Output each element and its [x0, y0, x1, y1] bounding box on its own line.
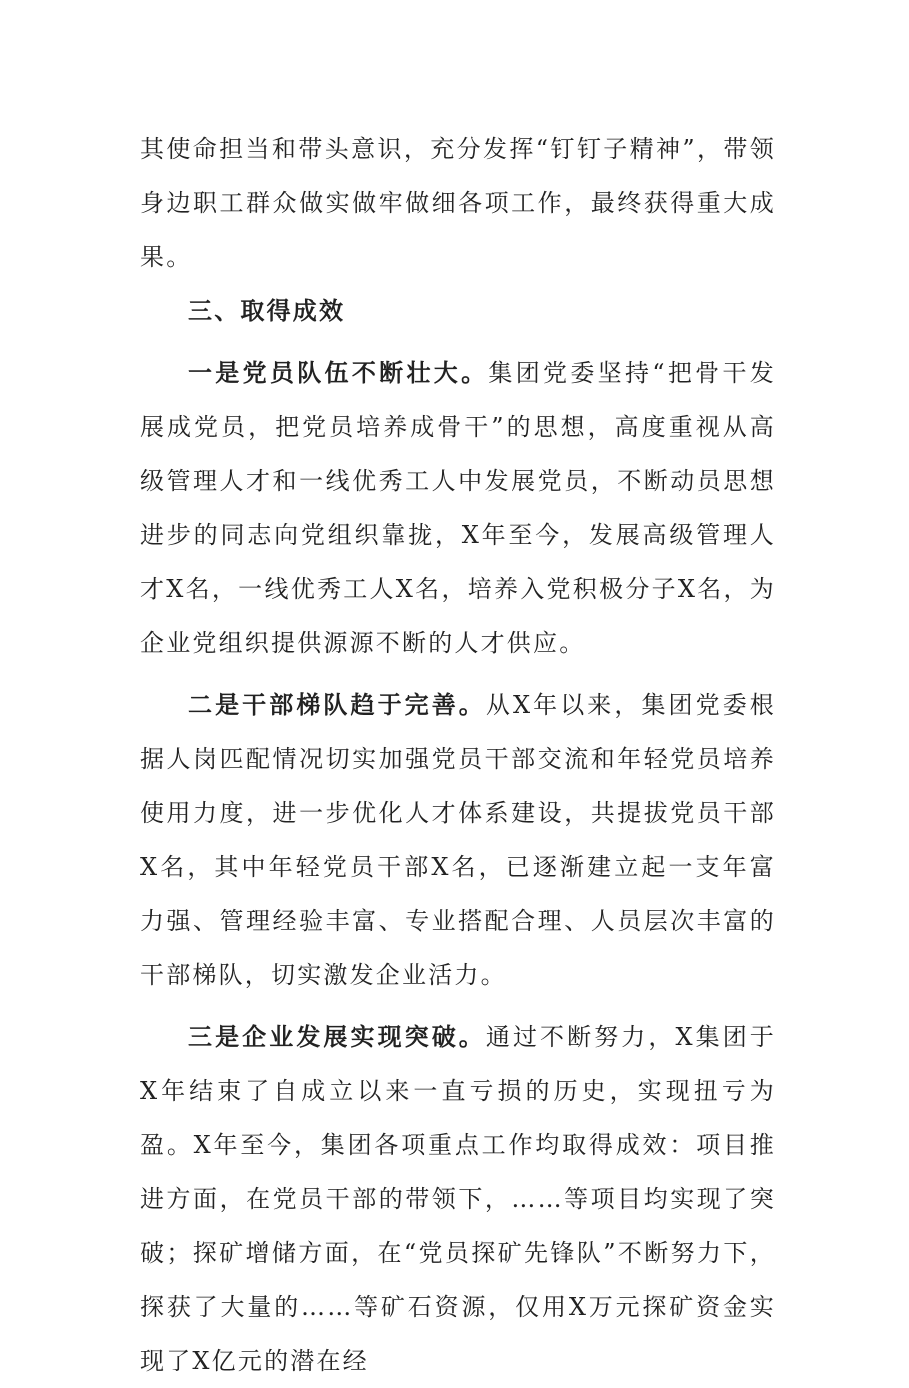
- paragraph-lead: 一是党员队伍不断壮大。: [188, 359, 489, 387]
- section-heading: 三、取得成效: [188, 297, 346, 325]
- paragraph-lead: 三是企业发展实现突破。: [188, 1023, 486, 1051]
- document-body: [140, 122, 776, 1388]
- paragraph-text: 其使命担当和带头意识，充分发挥“钉钉子精神”，带领身边职工群众做实做牢做细各项工作，最终获得重大成果。: [140, 135, 776, 271]
- paragraph-cadre-echelon: [140, 678, 776, 1002]
- paragraph-continuation: [140, 122, 776, 284]
- paragraph-enterprise-development: [140, 1010, 776, 1388]
- paragraph-text: 从X年以来，集团党委根据人岗匹配情况切实加强党员干部交流和年轻党员培养使用力度，进一步优化人才体系建设，共提拔党员干部X名，其中年轻党员干部X名，已逐渐建立起一支年富力强、管理经验丰富、专业搭配合理、人员层次丰富的干部梯队，切实激发企业活力。: [140, 691, 776, 989]
- paragraph-text: 通过不断努力，X集团于X年结束了自成立以来一直亏损的历史，实现扭亏为盈。X年至今，集团各项重点工作均取得成效：项目推进方面，在党员干部的带领下，……等项目均实现了突破；探矿增储方面，在“党员探矿先锋队”不断努力下，探获了大量的……等矿石资源，仅用X万元探矿资金实现了X亿元的潜在经: [140, 1023, 776, 1375]
- paragraph-text: 集团党委坚持“把骨干发展成党员，把党员培养成骨干”的思想，高度重视从高级管理人才和一线优秀工人中发展党员，不断动员思想进步的同志向党组织靠拢，X年至今，发展高级管理人才X名，一线优秀工人X名，培养入党积极分子X名，为企业党组织提供源源不断的人才供应。: [140, 359, 776, 657]
- paragraph-party-members: [140, 346, 776, 670]
- paragraph-lead: 二是干部梯队趋于完善。: [188, 691, 486, 719]
